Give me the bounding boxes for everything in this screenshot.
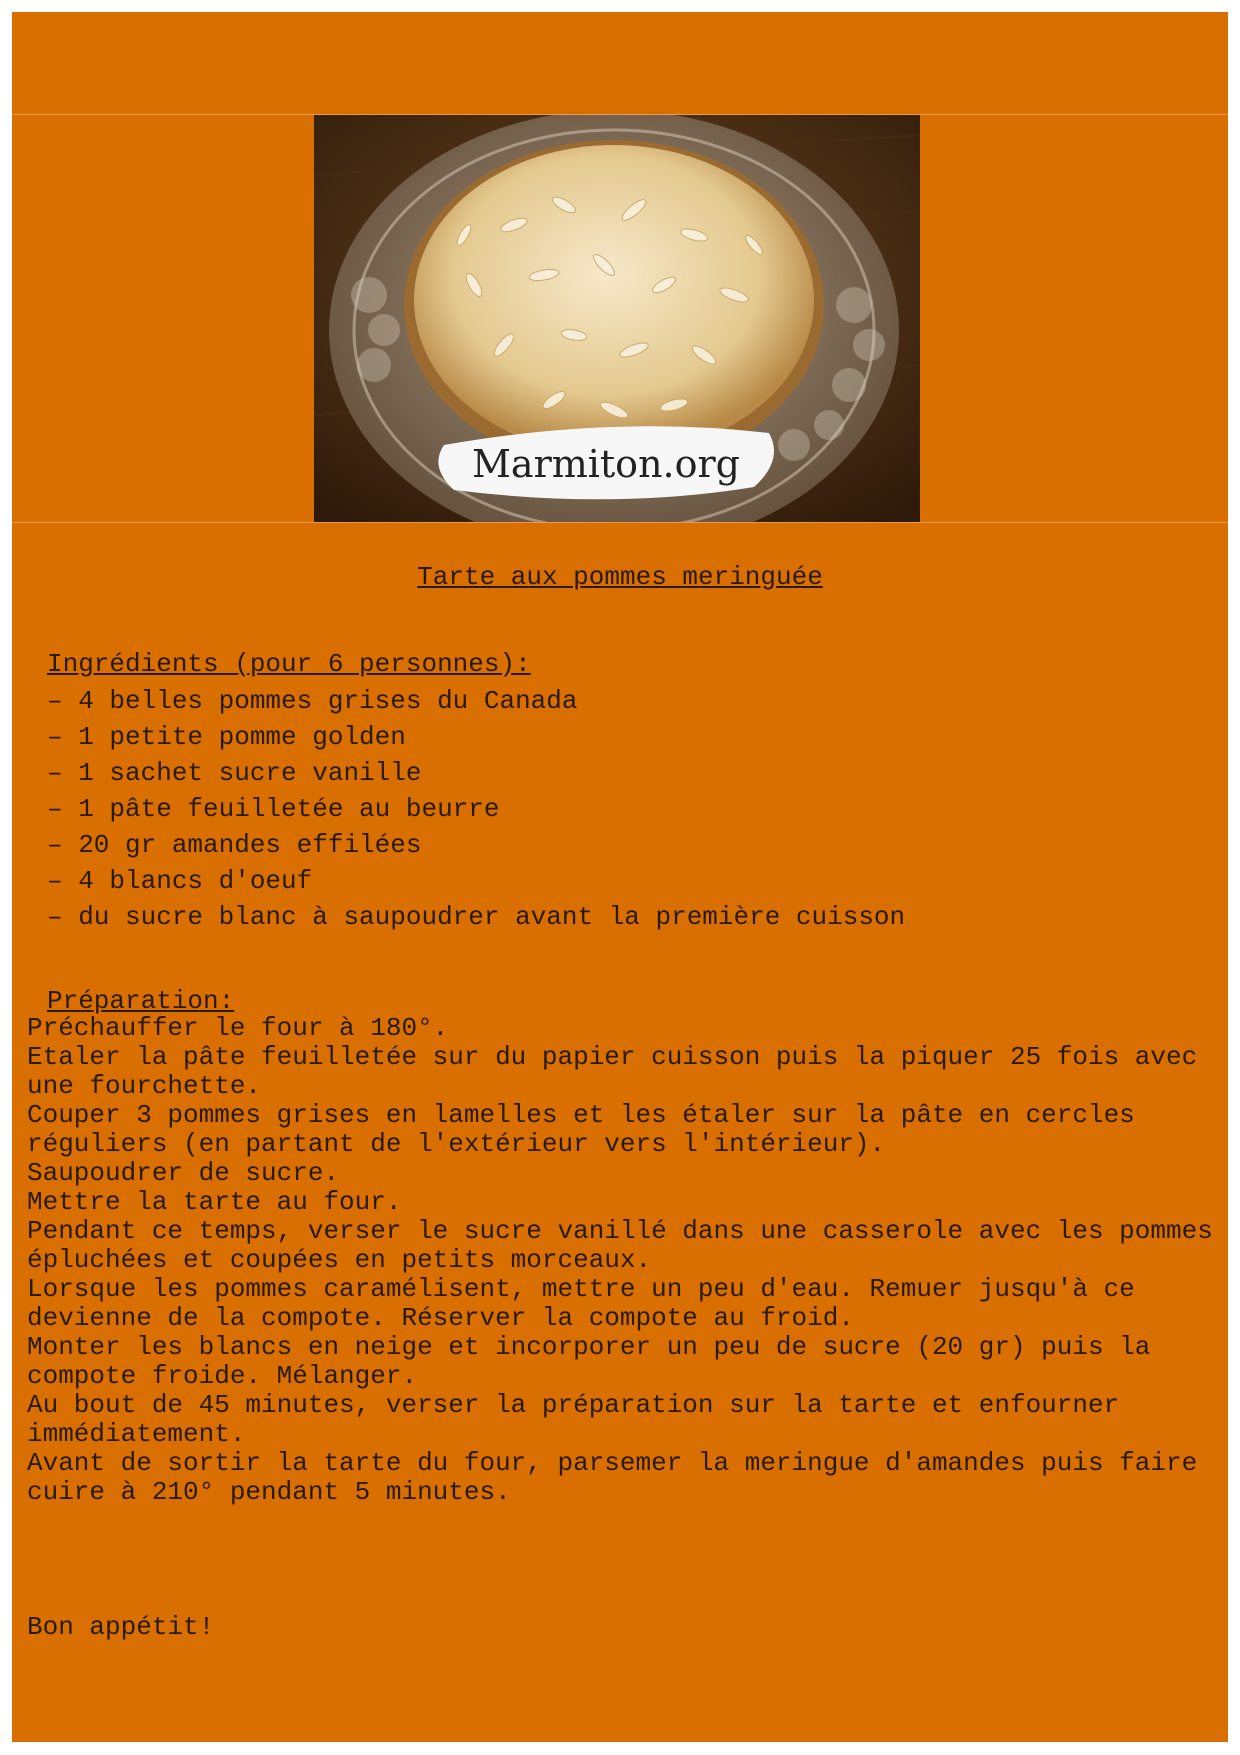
preparation-step: Etaler la pâte feuilletée sur du papier cuisson puis la piquer 25 fois avec une fourchette. [27, 1042, 1198, 1101]
logo-text: Marmiton.org [472, 442, 740, 486]
ingredient-item: – 20 gr amandes effilées [47, 830, 422, 860]
preparation-step: Au bout de 45 minutes, verser la préparation sur la tarte et enfourner immédiatement. [27, 1390, 1120, 1449]
preparation-step: Avant de sortir la tarte du four, parsemer la meringue d'amandes puis faire cuire à 210° pendant 5 minutes. [27, 1448, 1198, 1507]
ingredient-item: – 4 belles pommes grises du Canada [47, 686, 578, 716]
recipe-page [12, 12, 1228, 1742]
preparation-step: Monter les blancs en neige et incorporer un peu de sucre (20 gr) puis la compote froide. Mélanger. [27, 1332, 1151, 1391]
closing-text: Bon appétit! [27, 1612, 215, 1642]
preparation-step: Lorsque les pommes caramélisent, mettre un peu d'eau. Remuer jusqu'à ce devienne de la compote. Réserver la compote au froid. [27, 1274, 1135, 1333]
ingredient-item: – 1 sachet sucre vanille [47, 758, 422, 788]
preparation-steps [27, 1014, 1222, 1507]
ingredient-item: – 1 pâte feuilletée au beurre [47, 794, 500, 824]
recipe-title: Tarte aux pommes meringuée [417, 562, 823, 592]
ingredient-item: – 4 blancs d'oeuf [47, 866, 313, 896]
tart-photo [314, 115, 920, 522]
preparation-step: Couper 3 pommes grises en lamelles et les étaler sur la pâte en cercles réguliers (en partant de l'extérieur vers l'intérieur). [27, 1100, 1135, 1159]
ingredient-item: – du sucre blanc à saupoudrer avant la première cuisson [47, 902, 906, 932]
preparation-step: Préchauffer le four à 180°. [27, 1013, 449, 1043]
ingredients-list [47, 683, 905, 935]
preparation-step: Mettre la tarte au four. [27, 1187, 402, 1217]
preparation-step: Pendant ce temps, verser le sucre vanillé dans une casserole avec les pommes épluchées et coupées en petits morceaux. [27, 1216, 1213, 1275]
photo-divider [12, 522, 1228, 523]
ingredient-item: – 1 petite pomme golden [47, 722, 406, 752]
preparation-heading: Préparation: [47, 986, 235, 1016]
ingredients-heading: Ingrédients (pour 6 personnes): [47, 649, 531, 679]
preparation-step: Saupoudrer de sucre. [27, 1158, 340, 1188]
